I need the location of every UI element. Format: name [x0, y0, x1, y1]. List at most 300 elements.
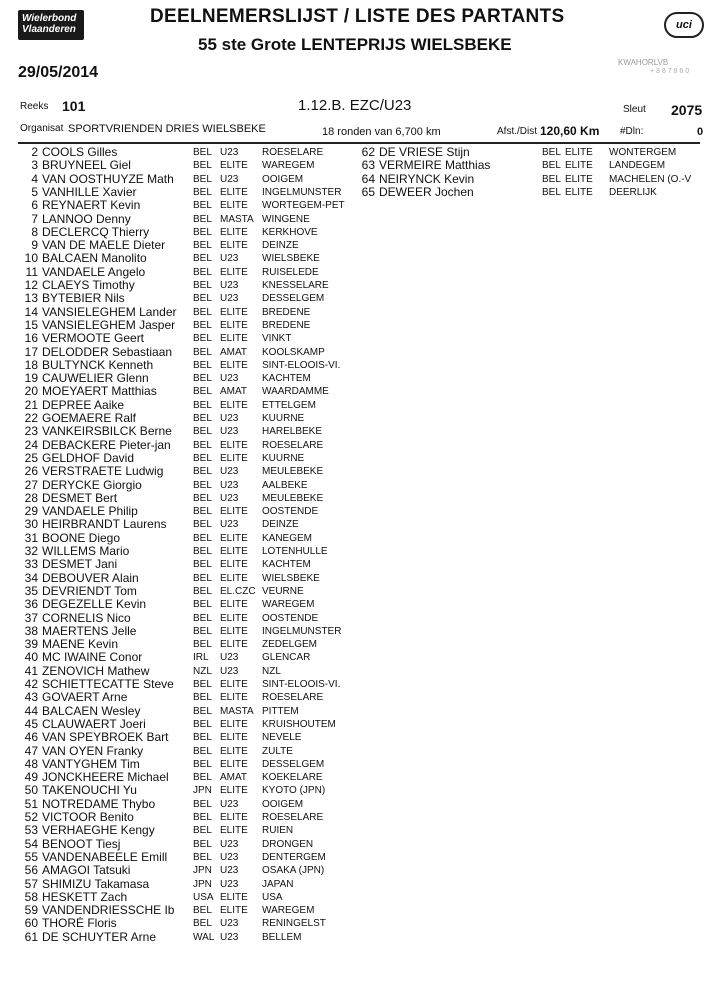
rider-name: DESMET Jani — [42, 558, 118, 572]
rider-number: 32 — [24, 545, 38, 558]
rider-club: WONTERGEM — [609, 147, 677, 158]
rider-nationality: JPN — [193, 785, 212, 797]
rider-number: 55 — [24, 850, 38, 864]
rider-row — [20, 904, 360, 917]
rider-club: RENINGELST — [262, 918, 326, 930]
rider-category: ELITE — [220, 266, 248, 278]
rider-number: 52 — [24, 811, 38, 824]
reeks-label: Reeks — [20, 101, 49, 112]
rider-row — [357, 186, 705, 199]
rider-category: ELITE — [220, 333, 248, 345]
rider-category: ELITE — [220, 745, 248, 757]
rider-category: ELITE — [220, 612, 248, 624]
rider-row — [357, 146, 705, 159]
rider-nationality: BEL — [193, 718, 212, 730]
rider-category: ELITE — [220, 692, 248, 704]
rider-club: BELLEM — [262, 931, 302, 943]
rider-nationality: BEL — [193, 386, 212, 398]
rider-nationality: BEL — [193, 599, 212, 611]
rider-row — [20, 572, 360, 585]
rider-club: OOSTENDE — [262, 506, 319, 518]
rider-name: DE SCHUYTER Arne — [42, 930, 157, 944]
rider-category: U23 — [220, 173, 239, 185]
rider-name: GOVAERT Arne — [42, 691, 128, 705]
rider-category: ELITE — [220, 240, 248, 252]
rider-club: LANDEGEM — [609, 160, 666, 172]
rider-number: 54 — [24, 837, 38, 851]
rider-category: ELITE — [220, 506, 248, 518]
rider-row — [20, 226, 360, 239]
rider-number: 60 — [24, 917, 38, 931]
rider-name: AMAGOI Tatsuki — [42, 864, 131, 878]
rider-club: HARELBEKE — [262, 426, 323, 438]
rider-nationality: BEL — [193, 413, 212, 424]
rider-club: KYOTO (JPN) — [262, 785, 326, 797]
rider-club: DEERLIJK — [609, 186, 657, 198]
rider-club: MACHELEN (O.-V — [609, 173, 692, 185]
rider-category: ELITE — [220, 812, 248, 823]
rider-name: VERHAEGHE Kengy — [42, 824, 155, 838]
rider-nationality: JPN — [193, 865, 212, 877]
rider-category: ELITE — [220, 359, 248, 371]
rider-row — [20, 585, 360, 598]
rider-name: VERMOOTE Geert — [42, 332, 145, 346]
rider-nationality: USA — [193, 891, 214, 903]
race-name: 55 ste Grote LENTEPRIJS WIELSBEKE — [198, 35, 512, 54]
rider-nationality: BEL — [193, 625, 212, 637]
rider-name: DECLERCQ Thierry — [42, 225, 150, 239]
rider-number: 59 — [24, 904, 38, 918]
rider-nationality: BEL — [193, 758, 212, 770]
rider-number: 43 — [24, 691, 38, 705]
rider-row — [20, 412, 360, 425]
rider-row — [20, 518, 360, 531]
rider-nationality: BEL — [193, 173, 212, 185]
rider-nationality: BEL — [193, 732, 212, 744]
rider-number: 2 — [31, 146, 38, 159]
rider-club: DEINZE — [262, 240, 299, 252]
rider-nationality: BEL — [193, 825, 212, 837]
rider-club: VINKT — [262, 333, 292, 345]
rider-row — [20, 598, 360, 611]
rider-category: ELITE — [220, 532, 248, 544]
rider-name: VANSIELEGHEM Jasper — [42, 318, 176, 332]
rider-nationality: BEL — [193, 373, 212, 385]
rider-number: 47 — [24, 744, 38, 758]
rider-club: USA — [262, 891, 283, 903]
rider-category: U23 — [220, 665, 239, 677]
rider-name: VANHILLE Xavier — [42, 185, 137, 199]
rider-row — [20, 252, 360, 265]
rider-number: 16 — [24, 332, 38, 346]
rider-club: SINT-ELOOIS-VI. — [262, 359, 341, 371]
rider-category: MASTA — [220, 213, 254, 225]
rider-number: 38 — [24, 624, 38, 638]
participants-label: #Dln: — [620, 126, 644, 137]
sleut-label: Sleut — [623, 104, 646, 115]
rider-name: GELDHOF David — [42, 451, 135, 465]
rider-row — [20, 292, 360, 305]
rider-club: ZEDELGEM — [262, 639, 318, 651]
rider-nationality: BEL — [193, 466, 212, 478]
rider-club: OOIGEM — [262, 798, 304, 810]
rider-number: 19 — [24, 372, 38, 386]
rider-name: REYNAERT Kevin — [42, 199, 141, 213]
organisat-value: SPORTVRIENDEN DRIES WIELSBEKE — [68, 123, 266, 135]
rider-nationality: BEL — [193, 612, 212, 624]
participants-value: 0 — [697, 126, 704, 138]
rider-name: DEBOUVER Alain — [42, 571, 139, 585]
rider-nationality: BEL — [542, 147, 561, 158]
rider-category: ELITE — [220, 891, 248, 903]
rider-club: KOEKELARE — [262, 772, 323, 784]
rider-nationality: BEL — [542, 160, 561, 172]
rider-category: U23 — [220, 479, 239, 491]
rider-club: ROESELARE — [262, 812, 324, 823]
rider-name: DESMET Bert — [42, 491, 118, 505]
rider-name: VANDENDRIESSCHE Ib — [42, 904, 175, 918]
rider-number: 23 — [24, 425, 38, 439]
rider-number: 48 — [24, 757, 38, 771]
rider-number: 7 — [31, 212, 38, 226]
rounds-info: 18 ronden van 6,700 km — [322, 126, 441, 138]
rider-number: 63 — [361, 159, 375, 173]
rider-club: DESSELGEM — [262, 293, 325, 305]
rider-club: MEULEBEKE — [262, 466, 324, 478]
rider-nationality: BEL — [542, 186, 561, 198]
rider-row — [20, 399, 360, 412]
rider-row — [20, 691, 360, 704]
rider-number: 13 — [24, 292, 38, 306]
rider-number: 33 — [24, 558, 38, 572]
rider-number: 42 — [24, 678, 38, 691]
rider-category: ELITE — [220, 825, 248, 837]
rider-number: 51 — [24, 797, 38, 811]
rider-nationality: NZL — [193, 665, 212, 677]
rider-row — [20, 452, 360, 465]
rider-name: BENOOT Tiesj — [42, 837, 121, 851]
rider-nationality: BEL — [193, 705, 212, 717]
rider-name: DE VRIESE Stijn — [379, 146, 470, 159]
rider-category: U23 — [220, 373, 239, 385]
rider-category: U23 — [220, 492, 239, 504]
rider-name: VAN OYEN Franky — [42, 744, 144, 758]
rider-nationality: BEL — [193, 772, 212, 784]
reeks-value: 101 — [62, 98, 86, 114]
rider-name: THORÉ Floris — [42, 917, 117, 931]
rider-name: TAKENOUCHI Yu — [42, 784, 137, 798]
rider-row — [20, 146, 360, 159]
rider-nationality: BEL — [193, 346, 212, 358]
rider-nationality: BEL — [193, 479, 212, 491]
wielerbond-vlaanderen-logo — [18, 10, 84, 40]
rider-club: KANEGEM — [262, 532, 313, 544]
rider-number: 18 — [24, 358, 38, 372]
rider-category: ELITE — [565, 186, 593, 198]
rider-category: ELITE — [220, 785, 248, 797]
rider-row — [20, 824, 360, 837]
rider-number: 36 — [24, 598, 38, 612]
rider-nationality: BEL — [193, 905, 212, 917]
rider-club: INGELMUNSTER — [262, 186, 342, 198]
rider-row — [20, 891, 360, 904]
rider-number: 35 — [24, 584, 38, 598]
rider-name: VERSTRAETE Ludwig — [42, 465, 164, 479]
rider-nationality: BEL — [193, 186, 212, 198]
rider-nationality: BEL — [193, 439, 212, 451]
rider-category: U23 — [220, 466, 239, 478]
header-divider — [18, 142, 700, 144]
rider-nationality: BEL — [193, 532, 212, 544]
rider-row — [20, 798, 360, 811]
rider-row — [20, 771, 360, 784]
rider-club: DENTERGEM — [262, 851, 326, 863]
rider-name: DEBACKERE Pieter-jan — [42, 438, 171, 452]
rider-category: ELITE — [565, 173, 593, 185]
rider-row — [20, 173, 360, 186]
rider-row — [20, 731, 360, 744]
rider-name: VANKEIRSBILCK Berne — [42, 425, 172, 439]
rider-nationality: BEL — [193, 838, 212, 850]
rider-name: MC IWAINE Conor — [42, 651, 143, 665]
rider-row — [20, 385, 360, 398]
rider-nationality: BEL — [193, 679, 212, 690]
stamp: KWAHORLVB — [618, 58, 669, 67]
rider-category: EL.CZC — [220, 585, 256, 597]
rider-category: ELITE — [220, 572, 248, 584]
rider-club: OOSTENDE — [262, 612, 319, 624]
rider-name: DEGEZELLE Kevin — [42, 598, 147, 612]
rider-club: BREDENE — [262, 319, 311, 331]
rider-nationality: BEL — [193, 399, 212, 411]
rider-nationality: BEL — [193, 306, 212, 318]
rider-club: ROESELARE — [262, 147, 324, 158]
rider-number: 49 — [24, 771, 38, 785]
logo-line-2: Vlaanderen — [22, 24, 76, 35]
rider-name: SHIMIZU Takamasa — [42, 877, 150, 891]
rider-club: MEULEBEKE — [262, 492, 324, 504]
rider-row — [20, 266, 360, 279]
rider-category: ELITE — [220, 319, 248, 331]
rider-category: U23 — [220, 851, 239, 863]
rider-row — [20, 159, 360, 172]
rider-category: ELITE — [220, 559, 248, 571]
rider-number: 25 — [24, 451, 38, 465]
rider-club: WAARDAMME — [262, 386, 329, 398]
rider-row — [20, 479, 360, 492]
rider-category: U23 — [220, 519, 239, 531]
race-date: 29/05/2014 — [18, 64, 99, 81]
rider-club: KACHTEM — [262, 559, 311, 571]
rider-row — [20, 625, 360, 638]
rider-club: KUURNE — [262, 452, 305, 464]
rider-category: U23 — [220, 293, 239, 305]
rider-category: ELITE — [565, 147, 593, 158]
rider-name: MOEYAERT Matthias — [42, 385, 157, 399]
rider-name: MAENE Kevin — [42, 638, 119, 652]
rider-row — [20, 279, 360, 292]
rider-nationality: BEL — [193, 319, 212, 331]
rider-club: WAREGEM — [262, 160, 315, 172]
rider-number: 45 — [24, 717, 38, 731]
rider-club: RUISELEDE — [262, 266, 319, 278]
rider-number: 65 — [361, 185, 375, 199]
rider-name: VAN OOSTHUYZE Math — [42, 172, 174, 186]
rider-number: 27 — [24, 478, 38, 492]
rider-club: BREDENE — [262, 306, 311, 318]
rider-number: 6 — [31, 199, 38, 213]
rider-number: 41 — [24, 664, 38, 678]
rider-number: 15 — [24, 318, 38, 332]
rider-club: PITTEM — [262, 705, 299, 717]
stamp-sub: + 3 8 7 8 6 0 — [650, 68, 690, 75]
rider-club: WIELSBEKE — [262, 253, 320, 265]
rider-row — [20, 425, 360, 438]
rider-name: NOTREDAME Thybo — [42, 797, 156, 811]
rider-number: 21 — [24, 398, 38, 412]
rider-club: OSAKA (JPN) — [262, 865, 325, 877]
rider-name: DEWEER Jochen — [379, 185, 474, 199]
rider-number: 24 — [24, 438, 38, 452]
rider-name: BALCAEN Wesley — [42, 704, 141, 718]
rider-category: ELITE — [220, 679, 248, 690]
rider-club: VEURNE — [262, 585, 304, 597]
rider-club: NEVELE — [262, 732, 302, 744]
rider-number: 5 — [31, 185, 38, 199]
rider-row — [20, 492, 360, 505]
rider-row — [20, 359, 360, 372]
rider-row — [20, 864, 360, 877]
rider-club: ROESELARE — [262, 692, 324, 704]
rider-name: VANDAELE Philip — [42, 505, 138, 519]
rider-name: LANNOO Denny — [42, 212, 131, 226]
rider-row — [20, 678, 360, 691]
rider-club: SINT-ELOOIS-VI. — [262, 679, 341, 690]
rider-row — [20, 651, 360, 664]
rider-nationality: BEL — [193, 452, 212, 464]
rider-row — [20, 319, 360, 332]
rider-name: JONCKHEERE Michael — [42, 771, 169, 785]
rider-category: U23 — [220, 147, 239, 158]
sleut-value: 2075 — [671, 102, 703, 118]
rider-nationality: BEL — [193, 226, 212, 238]
rider-number: 37 — [24, 611, 38, 625]
rider-nationality: JPN — [193, 878, 212, 890]
rider-name: DELODDER Sebastiaan — [42, 345, 173, 359]
rider-category: ELITE — [220, 732, 248, 744]
rider-club: GLENCAR — [262, 652, 311, 664]
rider-row — [20, 758, 360, 771]
rider-club: WORTEGEM-PET — [262, 200, 345, 212]
rider-row — [20, 465, 360, 478]
rider-row — [20, 239, 360, 252]
rider-category: MASTA — [220, 705, 254, 717]
rider-club: ZULTE — [262, 745, 293, 757]
rider-row — [20, 931, 360, 944]
rider-nationality: BEL — [193, 639, 212, 651]
rider-nationality: BEL — [193, 200, 212, 212]
rider-category: U23 — [220, 878, 239, 890]
rider-nationality: BEL — [542, 173, 561, 185]
rider-nationality: BEL — [193, 280, 212, 291]
rider-number: 3 — [31, 159, 38, 173]
rider-club: KRUISHOUTEM — [262, 718, 336, 730]
rider-name: HESKETT Zach — [42, 890, 128, 904]
rider-category: U23 — [220, 280, 239, 291]
document-title: DEELNEMERSLIJST / LISTE DES PARTANTS — [150, 6, 565, 27]
rider-number: 40 — [24, 651, 38, 665]
rider-number: 20 — [24, 385, 38, 399]
rider-row — [20, 665, 360, 678]
rider-row — [20, 612, 360, 625]
rider-club: ROESELARE — [262, 439, 324, 451]
rider-nationality: WAL — [193, 931, 215, 943]
rider-row — [357, 173, 705, 186]
rider-row — [20, 545, 360, 558]
rider-category: ELITE — [220, 226, 248, 238]
rider-name: VANSIELEGHEM Lander — [42, 305, 177, 319]
rider-number: 39 — [24, 638, 38, 652]
rider-category: ELITE — [220, 160, 248, 172]
rider-club: DRONGEN — [262, 838, 314, 850]
rider-name: CAUWELIER Glenn — [42, 372, 149, 386]
rider-category: ELITE — [565, 160, 593, 172]
rider-number: 62 — [361, 146, 375, 159]
rider-name: VICTOOR Benito — [42, 811, 134, 824]
rider-row — [20, 851, 360, 864]
rider-name: COOLS Gilles — [42, 146, 118, 159]
rider-name: GOEMAERE Ralf — [42, 412, 137, 425]
rider-name: ZENOVICH Mathew — [42, 664, 150, 678]
rider-club: RUIEN — [262, 825, 294, 837]
rider-category: ELITE — [220, 200, 248, 212]
rider-row — [357, 159, 705, 172]
distance-label: Afst./Dist — [497, 126, 538, 137]
rider-number: 14 — [24, 305, 38, 319]
distance-value: 120,60 Km — [540, 124, 600, 138]
rider-category: ELITE — [220, 718, 248, 730]
rider-number: 44 — [24, 704, 38, 718]
rider-number: 22 — [24, 412, 38, 425]
rider-club: OOIGEM — [262, 173, 304, 185]
rider-nationality: BEL — [193, 266, 212, 278]
rider-number: 61 — [24, 930, 38, 944]
rider-row — [20, 199, 360, 212]
rider-category: U23 — [220, 918, 239, 930]
rider-name: BOONE Diego — [42, 531, 121, 545]
rider-name: VANDENABEELE Emill — [42, 850, 168, 864]
rider-nationality: BEL — [193, 492, 212, 504]
rider-category: ELITE — [220, 599, 248, 611]
rider-number: 12 — [24, 279, 38, 292]
rider-club: ETTELGEM — [262, 399, 316, 411]
rider-category: U23 — [220, 253, 239, 265]
rider-number: 8 — [31, 225, 38, 239]
rider-nationality: BEL — [193, 918, 212, 930]
rider-club: WINGENE — [262, 213, 310, 225]
rider-category: U23 — [220, 865, 239, 877]
rider-row — [20, 532, 360, 545]
rider-category: ELITE — [220, 452, 248, 464]
rider-club: AALBEKE — [262, 479, 308, 491]
rider-club: WAREGEM — [262, 599, 315, 611]
rider-row — [20, 346, 360, 359]
rider-club: WIELSBEKE — [262, 572, 320, 584]
rider-row — [20, 917, 360, 930]
rider-number: 64 — [361, 172, 375, 186]
rider-club: INGELMUNSTER — [262, 625, 342, 637]
rider-category: ELITE — [220, 639, 248, 651]
